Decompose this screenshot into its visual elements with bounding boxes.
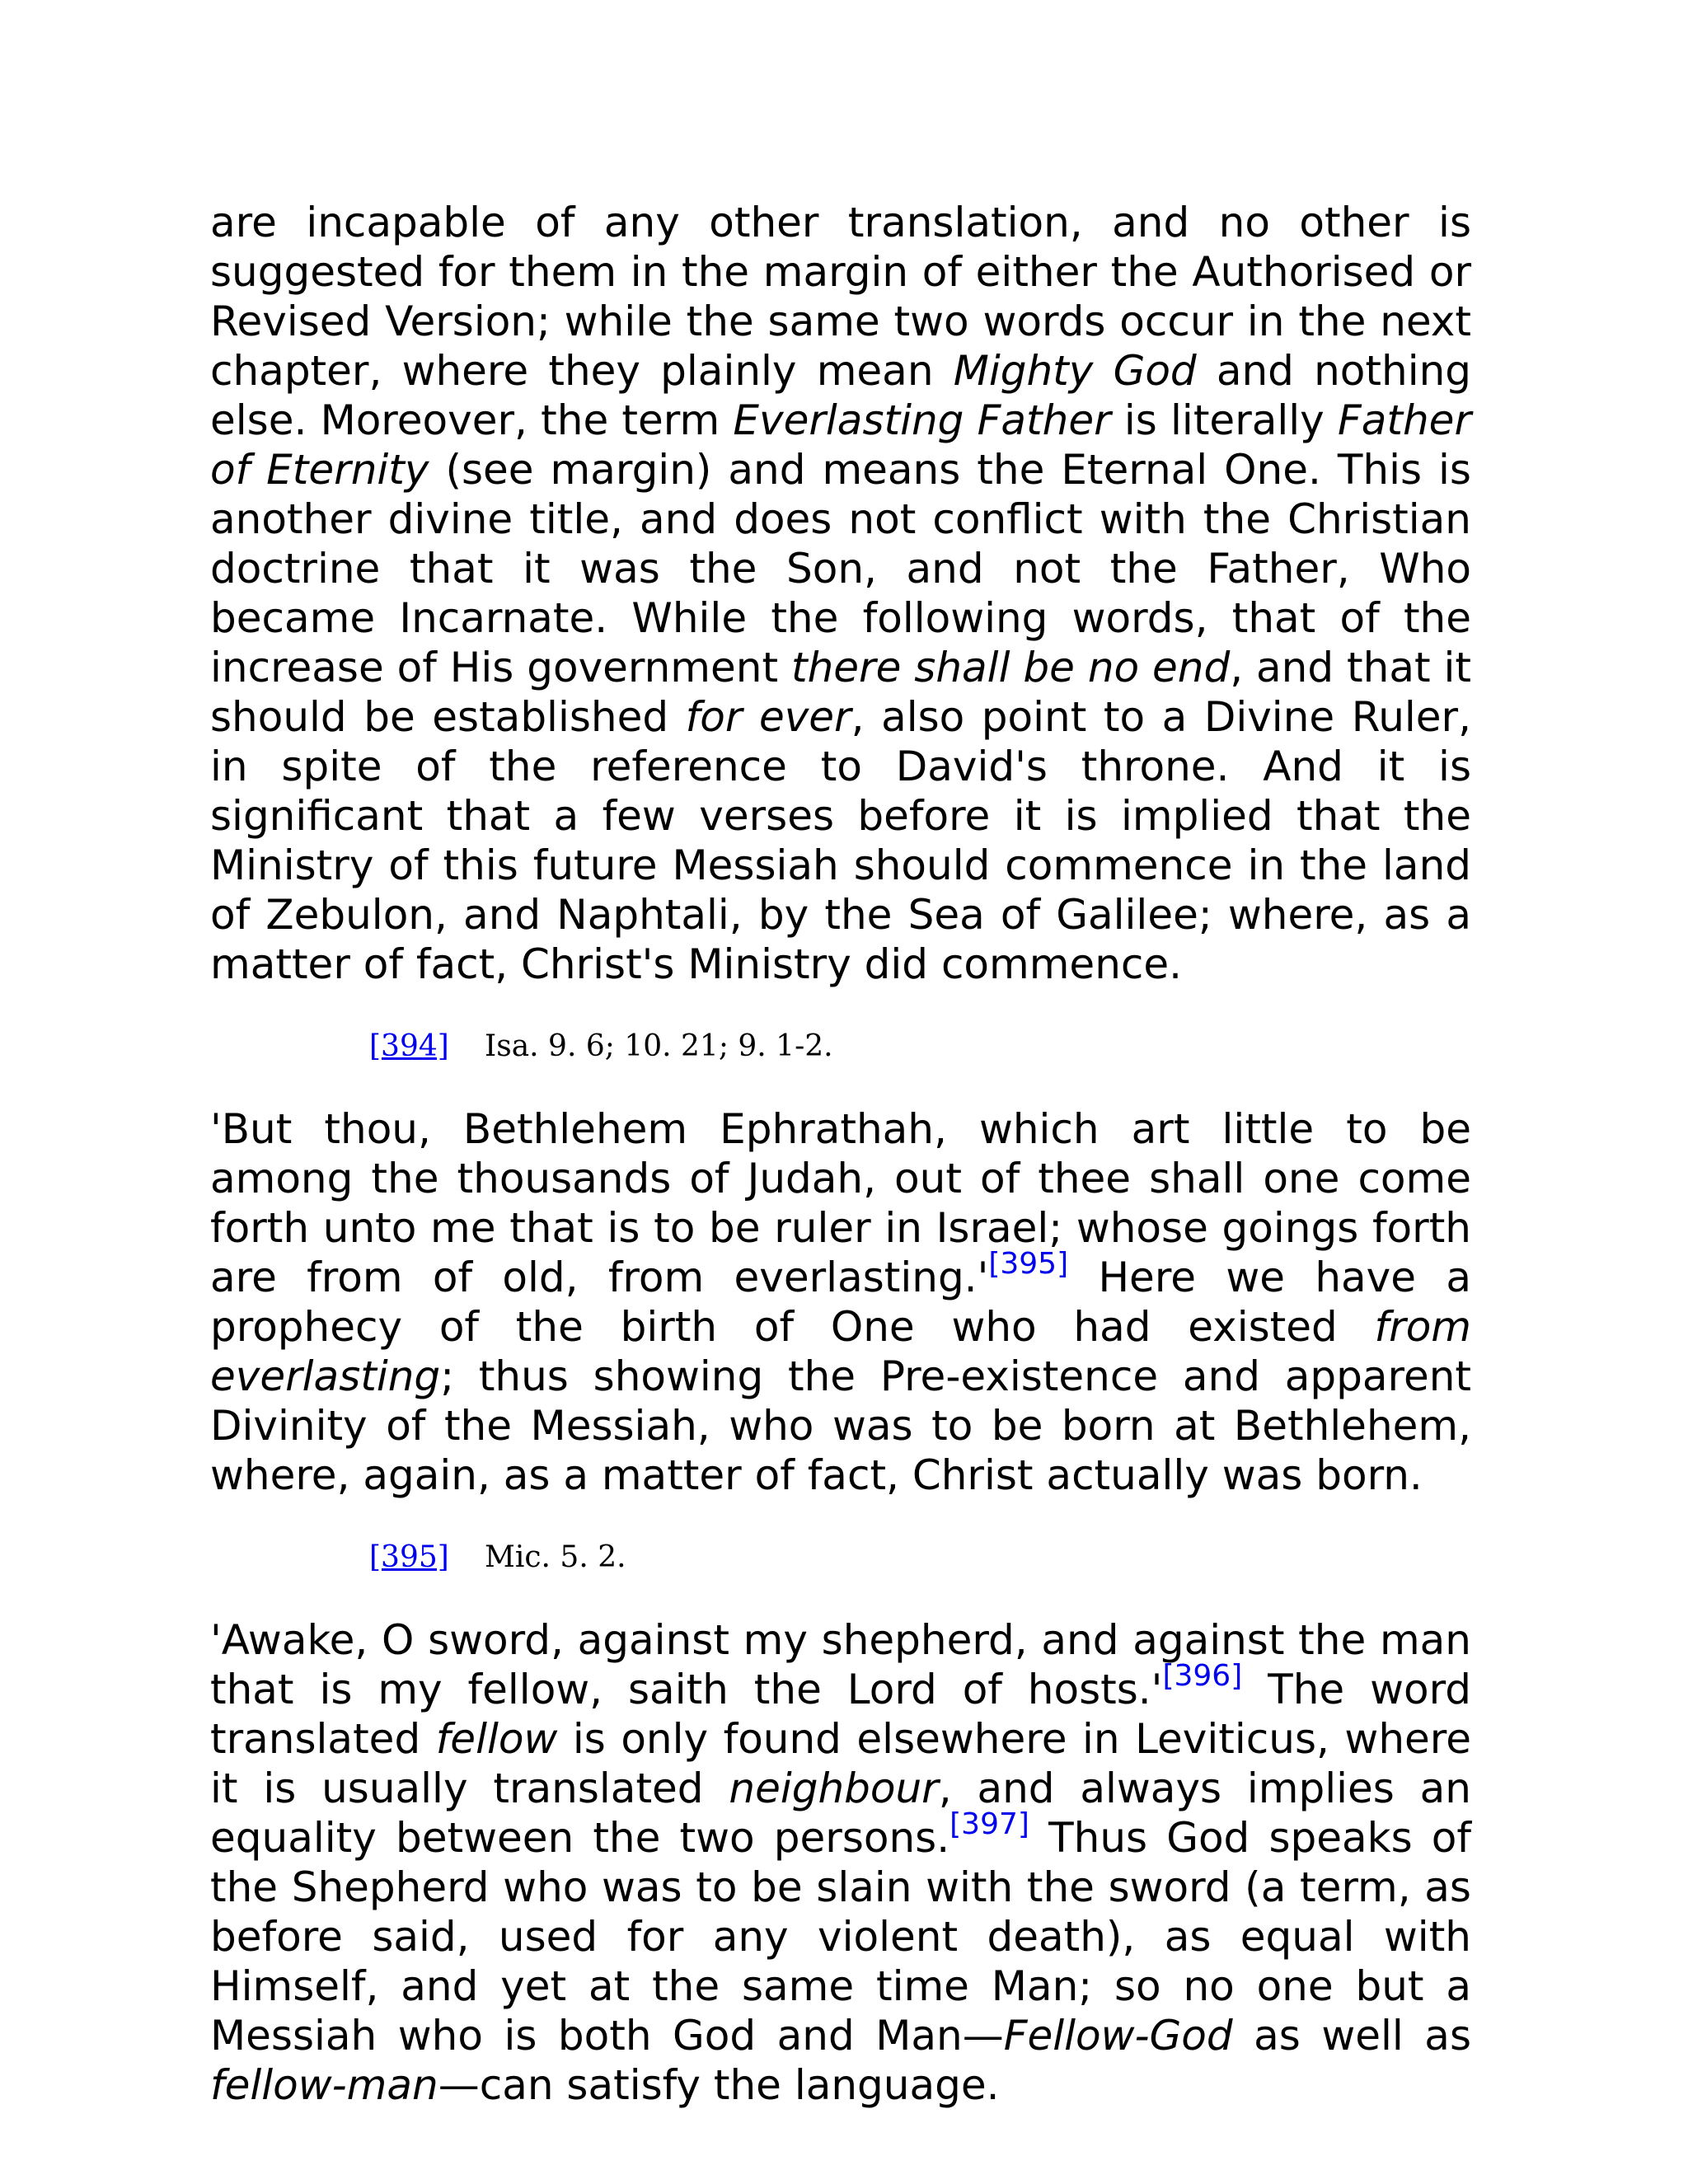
text-segment: Thus God speaks of the Shepherd who was to be slain with the sword (a term, as before said, used for any violent death), as equal with Himself, and yet at the same time Man; so no one but a Messiah who is both God and Man— — [210, 1814, 1471, 2060]
paragraph-micah-prophecy — [210, 1104, 1471, 1500]
paragraph-zechariah-sword — [210, 1615, 1471, 2110]
text-segment: , and that it should be established — [210, 644, 1471, 741]
italic-text: Everlasting Father — [733, 396, 1111, 444]
text-segment: is literally — [1110, 396, 1338, 444]
document-page — [210, 198, 1471, 2110]
text-segment: (see margin) and means the Eternal One. This is another divine title, and does not conflict with the Christian doctrine that it was the Son, and not the Father, Who became Incarnate. While the following words, that of the increase of His government — [210, 446, 1471, 691]
paragraph-isaiah-commentary — [210, 198, 1471, 989]
footnote-link-394[interactable]: [394] — [369, 1029, 449, 1063]
text-segment: 'Awake, O sword, against my shepherd, and against the man that is my fellow, saith the Lord of hosts.' — [210, 1616, 1471, 1713]
footnote-395 — [210, 1541, 1471, 1574]
footnote-394 — [210, 1030, 1471, 1063]
text-segment: , also point to a Divine Ruler, in spite of the reference to David's throne. And it is significant that a few verses before it is implied that the Ministry of this future Messiah should commence in the land of Zebulon, and Naphtali, by the Sea of Galilee; where, as a matter of fact, Christ's Ministry did commence. — [210, 693, 1471, 988]
footnote-link-395[interactable]: [395] — [369, 1540, 449, 1574]
footnote-ref-397[interactable]: [397] — [950, 1807, 1029, 1841]
text-segment: The word translated — [210, 1666, 1471, 1763]
italic-text: Father of Eternity — [210, 396, 1471, 494]
text-segment: is only found elsewhere in Leviticus, where it is usually translated — [210, 1715, 1471, 1812]
italic-text: from everlasting — [210, 1303, 1471, 1400]
text-segment: are incapable of any other translation, and no other is suggested for them in the margin of either the Authorised or Revised Version; while the same two words occur in the next chapter, where they plainly mean — [210, 199, 1471, 395]
italic-text: there shall be no end — [791, 644, 1231, 691]
text-segment: —can satisfy the language. — [438, 2061, 1000, 2109]
footnote-text: Isa. 9. 6; 10. 21; 9. 1-2. — [485, 1029, 833, 1063]
italic-text: fellow-man — [210, 2061, 438, 2109]
text-segment: Here we have a prophecy of the birth of One who had existed — [210, 1254, 1471, 1351]
text-segment: and nothing else. Moreover, the term — [210, 347, 1472, 444]
italic-text: fellow — [435, 1715, 558, 1763]
italic-text: neighbour — [729, 1765, 939, 1812]
text-segment: , and always implies an equality between the two persons. — [210, 1765, 1471, 1862]
text-segment: ; thus showing the Pre-existence and apparent Divinity of the Messiah, who was to be born at Bethlehem, where, again, as a matter of fact, Christ actually was born. — [210, 1352, 1471, 1499]
italic-text: Mighty God — [953, 347, 1197, 395]
footnote-text: Mic. 5. 2. — [485, 1540, 626, 1574]
text-segment: 'But thou, Bethlehem Ephrathah, which art little to be among the thousands of Judah, out of thee shall one come forth unto me that is to be ruler in Israel; whose goings forth are from of old, from everlasting.' — [210, 1105, 1471, 1301]
italic-text: for ever — [685, 693, 851, 741]
footnote-ref-395[interactable]: [395] — [988, 1247, 1069, 1281]
footnote-ref-396[interactable]: [396] — [1162, 1659, 1243, 1693]
text-segment: as well as — [1232, 2012, 1471, 2060]
italic-text: Fellow-God — [1003, 2012, 1233, 2060]
